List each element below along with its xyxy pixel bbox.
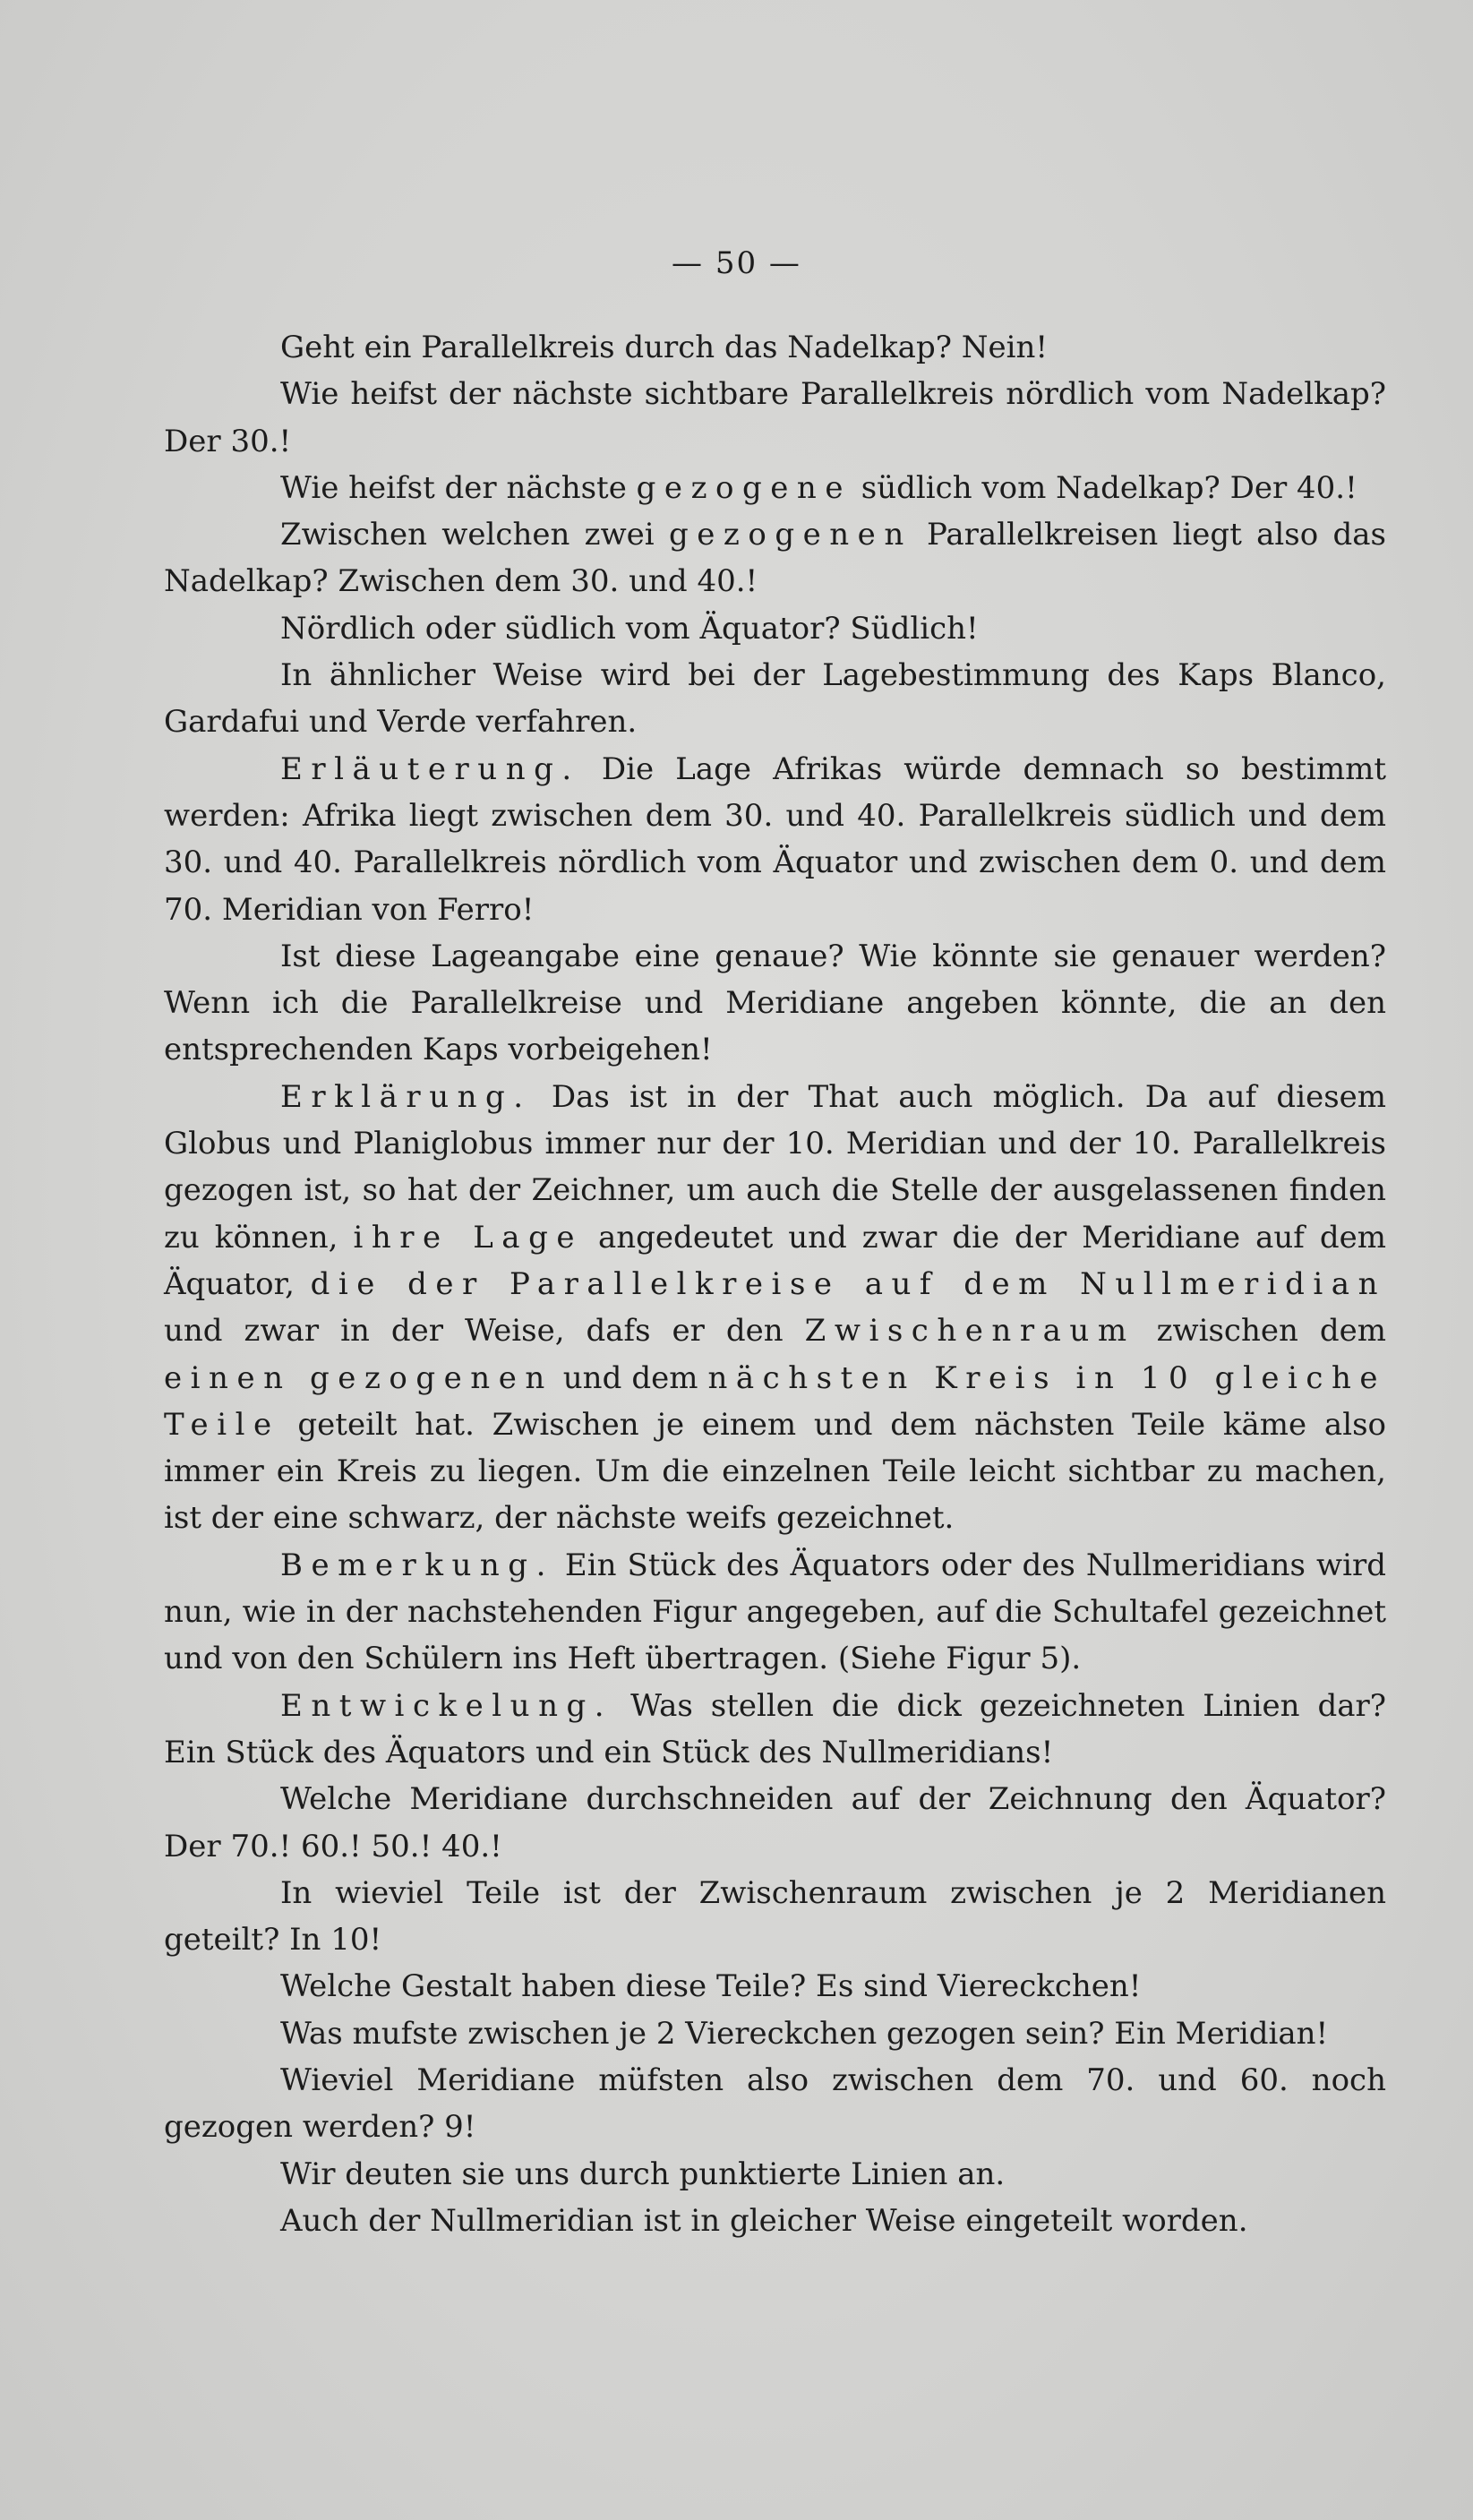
text-run: Auch der Nullmeridian ist in gleicher Weise eingeteilt worden.	[280, 2202, 1248, 2239]
text-run: südlich vom Nadelkap? Der 40.!	[851, 469, 1357, 506]
paragraph	[164, 2198, 1386, 2244]
paragraph	[164, 371, 1386, 465]
spaced-emphasis: die der Parallelkreise auf dem Nullmeridian	[310, 1265, 1386, 1302]
paragraph	[164, 1542, 1386, 1683]
paragraph	[164, 1963, 1386, 2010]
paragraph	[164, 652, 1386, 746]
text-run: und zwar in der Weise, dafs er den	[164, 1313, 805, 1350]
paragraph	[164, 465, 1386, 511]
body-text	[164, 324, 1386, 2244]
paragraph	[164, 324, 1386, 371]
text-run: Das ist in der That auch möglich. Da auf diesem Globus und Planiglobus immer nur der 10. Meridian und der 10. Parallelkreis gezogen ist, so hat der Zeichner, um auch die Stelle der ausgelassenen finden zu können,	[164, 1078, 1386, 1256]
paragraph	[164, 933, 1386, 1074]
paragraph	[164, 746, 1386, 933]
text-run: Wie heifst der nächste sichtbare Parallelkreis nördlich vom Nadelkap? Der 30.!	[164, 376, 1386, 459]
text-run: Was stellen die dick gezeichneten Linien dar? Ein Stück des Äquators und ein Stück des Nullmeridians!	[164, 1687, 1386, 1770]
text-run: Welche Gestalt haben diese Teile? Es sind Viereckchen!	[280, 1968, 1142, 2005]
paragraph	[164, 2057, 1386, 2151]
spaced-emphasis: nächsten Kreis in 10 gleiche Teile	[164, 1359, 1387, 1443]
spaced-emphasis: gezogenen	[668, 517, 912, 553]
page-number: — 50 —	[672, 245, 801, 281]
paragraph	[164, 1870, 1386, 1964]
text-run: und dem	[552, 1359, 708, 1396]
text-run: Parallelkreisen liegt also das Nadelkap? Zwischen dem 30. und 40.!	[164, 517, 1387, 600]
text-run: Ist diese Lageangabe eine genaue? Wie könnte sie genauer werden? Wenn ich die Parallelkreise und Meridiane angeben könnte, die an den entsprechenden Kaps vorbeigehen!	[164, 938, 1386, 1068]
text-run: Wieviel Meridiane müfsten also zwischen dem 70. und 60. noch gezogen werden? 9!	[164, 2061, 1386, 2146]
text-run: Geht ein Parallelkreis durch das Nadelkap? Nein!	[280, 330, 1049, 365]
text-run: Was mufste zwischen je 2 Viereckchen gezogen sein? Ein Meridian!	[280, 2015, 1329, 2052]
spaced-emphasis: Entwickelung.	[280, 1687, 613, 1724]
spaced-emphasis: Erklärung.	[280, 1078, 532, 1115]
spaced-emphasis: Zwischenraum	[804, 1313, 1135, 1350]
text-run: Ein Stück des Äquators oder des Nullmeridians wird nun, wie in der nachstehenden Figur angegeben, auf die Schultafel gezeichnet und von den Schülern ins Heft übertragen. (Siehe Figur 5).	[164, 1547, 1386, 1677]
text-run: In wieviel Teile ist der Zwischenraum zwischen je 2 Meridianen geteilt? In 10!	[164, 1874, 1386, 1959]
text-run: geteilt hat. Zwischen je einem und dem nächsten Teile käme also immer ein Kreis zu liegen. Um die einzelnen Teile leicht sichtbar zu machen, ist der eine schwarz, der nächste weifs gezeichnet.	[164, 1406, 1386, 1537]
text-run: Nördlich oder südlich vom Äquator? Südlich!	[280, 610, 979, 647]
text-run: Zwischen welchen zwei	[280, 517, 669, 553]
spaced-emphasis: gezogene	[636, 469, 852, 506]
paragraph	[164, 605, 1386, 652]
text-run: In ähnlicher Weise wird bei der Lagebestimmung des Kaps Blanco, Gardafui und Verde verfahren.	[164, 657, 1386, 741]
text-run: Wie heifst der nächste	[280, 469, 637, 506]
paragraph	[164, 511, 1386, 605]
text-run: Die Lage Afrikas würde demnach so bestimmt werden: Afrika liegt zwischen dem 30. und 40. Parallelkreis südlich und dem 30. und 40. Parallelkreis nördlich vom Äquator und zwischen dem 0. und dem 70. Meridian von Ferro!	[164, 750, 1386, 928]
spaced-emphasis: Erläuterung.	[280, 750, 580, 787]
spaced-emphasis: ihre Lage	[353, 1219, 584, 1256]
spaced-emphasis: einen gezogenen	[164, 1359, 553, 1396]
text-run: Welche Meridiane durchschneiden auf der Zeichnung den Äquator? Der 70.! 60.! 50.! 40.!	[164, 1781, 1386, 1864]
paragraph	[164, 1074, 1386, 1542]
paragraph	[164, 2010, 1386, 2057]
paragraph	[164, 2151, 1386, 2198]
paragraph	[164, 1776, 1386, 1870]
text-run: angedeutet und zwar die der Meridiane auf dem Äquator,	[164, 1219, 1386, 1302]
paragraph	[164, 1683, 1386, 1777]
spaced-emphasis: Bemerkung.	[280, 1547, 554, 1583]
text-run: zwischen dem	[1135, 1313, 1386, 1350]
text-run: Wir deuten sie uns durch punktierte Linien an.	[280, 2156, 1006, 2192]
